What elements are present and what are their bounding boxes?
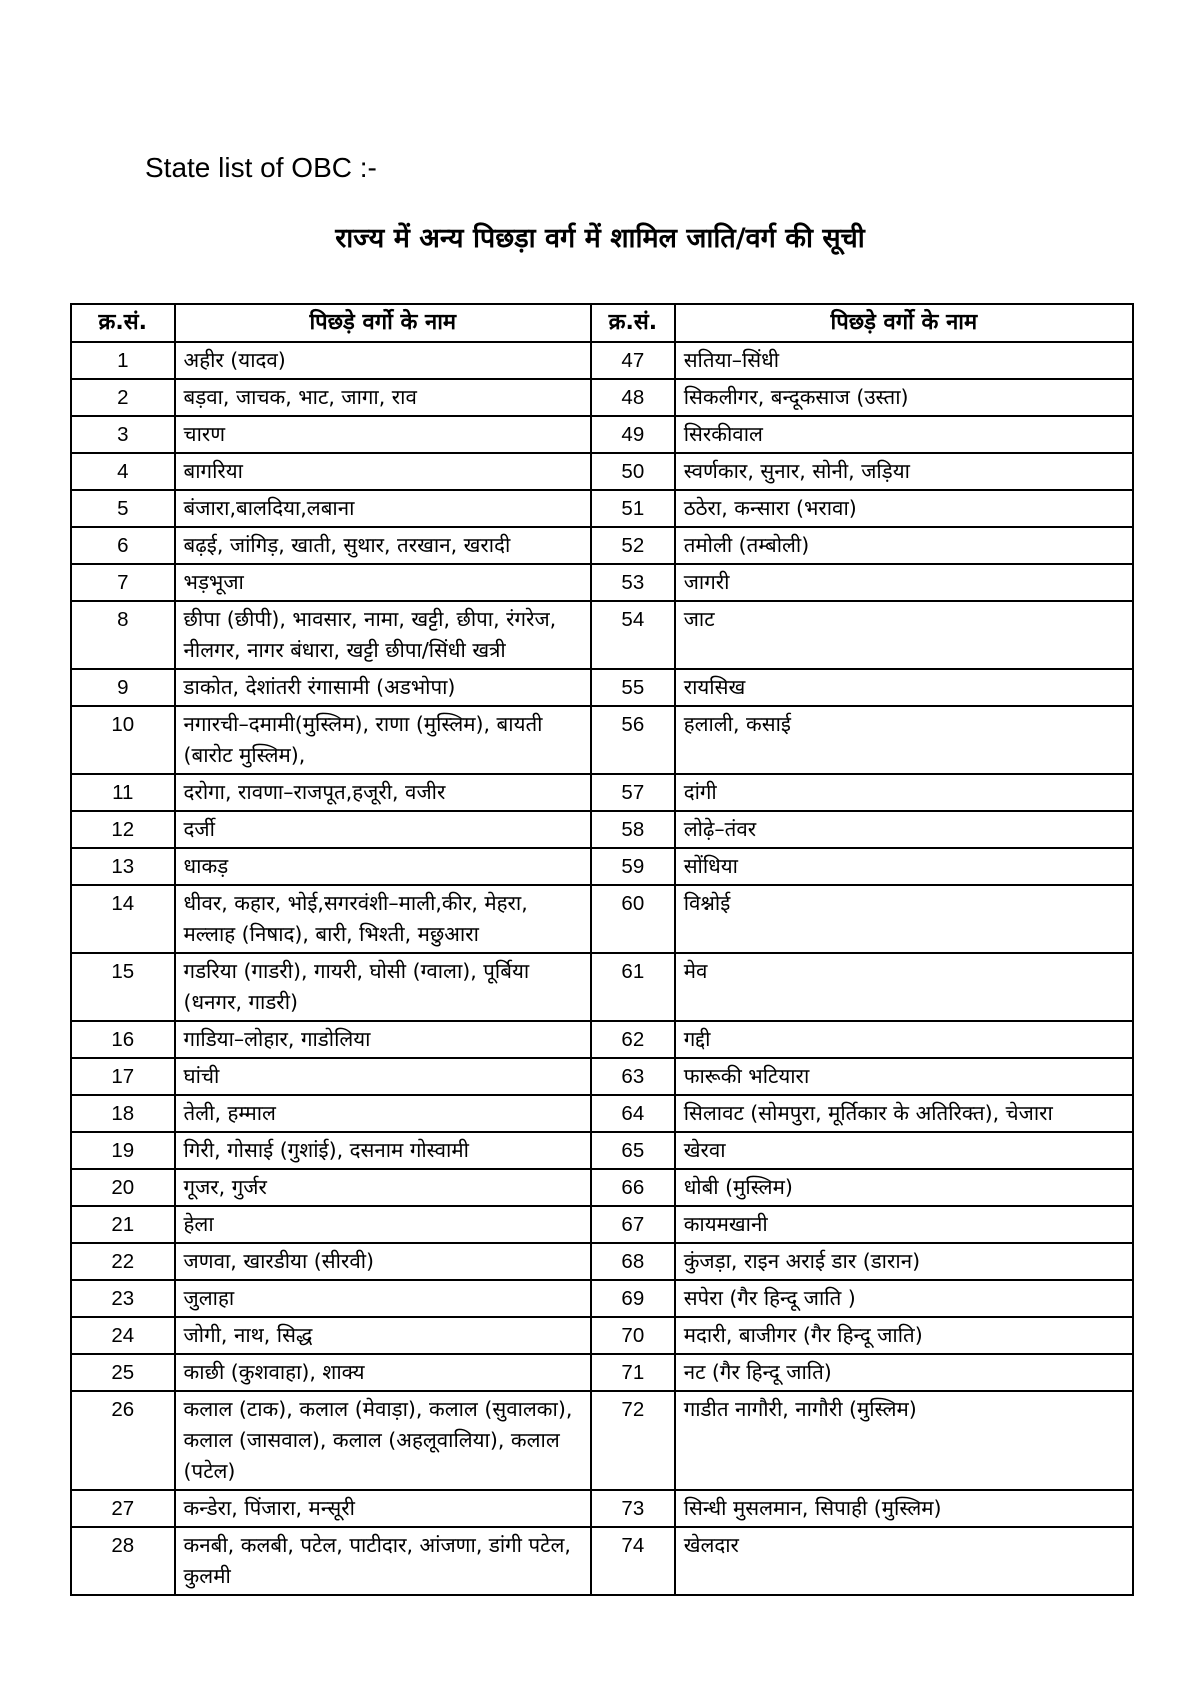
header-names-right: पिछड़े वर्गो के नाम xyxy=(675,304,1133,342)
caste-name-left: बंजारा,बालदिया,लबाना xyxy=(175,490,591,527)
table-row xyxy=(71,953,1133,1021)
table-row xyxy=(71,669,1133,706)
caste-name-right: रायसिख xyxy=(675,669,1133,706)
serial-left: 11 xyxy=(71,774,175,811)
caste-name-right: स्वर्णकार, सुनार, सोनी, जड़िया xyxy=(675,453,1133,490)
table-row xyxy=(71,1169,1133,1206)
serial-right: 66 xyxy=(591,1169,675,1206)
caste-name-left: दरोगा, रावणा–राजपूत,हजूरी, वजीर xyxy=(175,774,591,811)
page-subheading: राज्य में अन्य पिछड़ा वर्ग में शामिल जाति/वर्ग की सूची xyxy=(335,223,865,254)
caste-name-right: फारूकी भटियारा xyxy=(675,1058,1133,1095)
caste-name-right: सतिया–सिंधी xyxy=(675,342,1133,379)
serial-left: 7 xyxy=(71,564,175,601)
serial-right: 57 xyxy=(591,774,675,811)
serial-right: 73 xyxy=(591,1490,675,1527)
caste-name-right: जाट xyxy=(675,601,1133,669)
serial-right: 63 xyxy=(591,1058,675,1095)
serial-right: 54 xyxy=(591,601,675,669)
table-row xyxy=(71,1490,1133,1527)
serial-right: 62 xyxy=(591,1021,675,1058)
serial-right: 58 xyxy=(591,811,675,848)
serial-left: 14 xyxy=(71,885,175,953)
caste-name-right: विश्नोई xyxy=(675,885,1133,953)
caste-name-left: हेला xyxy=(175,1206,591,1243)
serial-right: 74 xyxy=(591,1527,675,1595)
caste-name-left: भड़भूजा xyxy=(175,564,591,601)
caste-name-right: ठठेरा, कन्सारा (भरावा) xyxy=(675,490,1133,527)
caste-name-left: तेली, हम्माल xyxy=(175,1095,591,1132)
table-row xyxy=(71,848,1133,885)
serial-right: 67 xyxy=(591,1206,675,1243)
table-row xyxy=(71,706,1133,774)
table-row xyxy=(71,1206,1133,1243)
serial-right: 52 xyxy=(591,527,675,564)
caste-name-right: गाडीत नागौरी, नागौरी (मुस्लिम) xyxy=(675,1391,1133,1490)
caste-name-right: कायमखानी xyxy=(675,1206,1133,1243)
caste-name-left: कलाल (टाक), कलाल (मेवाड़ा), कलाल (सुवालका), कलाल (जासवाल), कलाल (अहलूवालिया), कलाल (पटेल) xyxy=(175,1391,591,1490)
table-row xyxy=(71,1132,1133,1169)
serial-right: 68 xyxy=(591,1243,675,1280)
page-heading: State list of OBC :- xyxy=(145,152,377,183)
table-row xyxy=(71,1095,1133,1132)
caste-name-right: खेरवा xyxy=(675,1132,1133,1169)
table-row xyxy=(71,527,1133,564)
serial-left: 22 xyxy=(71,1243,175,1280)
serial-left: 28 xyxy=(71,1527,175,1595)
serial-left: 8 xyxy=(71,601,175,669)
caste-name-left: नगारची–दमामी(मुस्लिम), राणा (मुस्लिम), बायती (बारोट मुस्लिम), xyxy=(175,706,591,774)
serial-right: 47 xyxy=(591,342,675,379)
serial-left: 17 xyxy=(71,1058,175,1095)
table-row xyxy=(71,564,1133,601)
serial-left: 26 xyxy=(71,1391,175,1490)
header-serial-right: क्र.सं. xyxy=(591,304,675,342)
serial-left: 12 xyxy=(71,811,175,848)
caste-name-left: छीपा (छीपी), भावसार, नामा, खट्टी, छीपा, रंगरेज, नीलगर, नागर बंधारा, खट्टी छीपा/सिंधी खत्री xyxy=(175,601,591,669)
table-body xyxy=(71,342,1133,1595)
serial-left: 20 xyxy=(71,1169,175,1206)
table-row xyxy=(71,1243,1133,1280)
table-row xyxy=(71,453,1133,490)
table-row xyxy=(71,774,1133,811)
serial-right: 48 xyxy=(591,379,675,416)
caste-name-right: सिलावट (सोमपुरा, मूर्तिकार के अतिरिक्त), चेजारा xyxy=(675,1095,1133,1132)
serial-right: 50 xyxy=(591,453,675,490)
caste-name-right: मेव xyxy=(675,953,1133,1021)
caste-name-left: गाडिया–लोहार, गाडोलिया xyxy=(175,1021,591,1058)
caste-name-left: गडरिया (गाडरी), गायरी, घोसी (ग्वाला), पूर्बिया (धनगर, गाडरी) xyxy=(175,953,591,1021)
table-row xyxy=(71,1354,1133,1391)
caste-name-left: धाकड़ xyxy=(175,848,591,885)
caste-name-left: कनबी, कलबी, पटेल, पाटीदार, आंजणा, डांगी पटेल, कुलमी xyxy=(175,1527,591,1595)
serial-left: 24 xyxy=(71,1317,175,1354)
serial-left: 18 xyxy=(71,1095,175,1132)
serial-left: 2 xyxy=(71,379,175,416)
serial-left: 23 xyxy=(71,1280,175,1317)
serial-right: 69 xyxy=(591,1280,675,1317)
serial-left: 25 xyxy=(71,1354,175,1391)
serial-left: 15 xyxy=(71,953,175,1021)
caste-name-right: सिकलीगर, बन्दूकसाज (उस्ता) xyxy=(675,379,1133,416)
serial-right: 64 xyxy=(591,1095,675,1132)
caste-name-left: बड़वा, जाचक, भाट, जागा, राव xyxy=(175,379,591,416)
table-row xyxy=(71,811,1133,848)
serial-left: 1 xyxy=(71,342,175,379)
caste-name-left: कन्डेरा, पिंजारा, मन्सूरी xyxy=(175,1490,591,1527)
caste-name-left: घांची xyxy=(175,1058,591,1095)
caste-name-left: गिरी, गोसाई (गुशांई), दसनाम गोस्वामी xyxy=(175,1132,591,1169)
caste-name-left: चारण xyxy=(175,416,591,453)
caste-name-right: नट (गैर हिन्दू जाति) xyxy=(675,1354,1133,1391)
serial-right: 51 xyxy=(591,490,675,527)
caste-name-right: धोबी (मुस्लिम) xyxy=(675,1169,1133,1206)
caste-name-right: खेलदार xyxy=(675,1527,1133,1595)
serial-right: 55 xyxy=(591,669,675,706)
caste-name-right: तमोली (तम्बोली) xyxy=(675,527,1133,564)
serial-right: 70 xyxy=(591,1317,675,1354)
table-row xyxy=(71,1317,1133,1354)
caste-name-right: मदारी, बाजीगर (गैर हिन्दू जाति) xyxy=(675,1317,1133,1354)
serial-right: 49 xyxy=(591,416,675,453)
serial-left: 5 xyxy=(71,490,175,527)
serial-left: 9 xyxy=(71,669,175,706)
serial-left: 10 xyxy=(71,706,175,774)
serial-left: 6 xyxy=(71,527,175,564)
serial-right: 65 xyxy=(591,1132,675,1169)
table-row xyxy=(71,1280,1133,1317)
serial-left: 27 xyxy=(71,1490,175,1527)
caste-name-right: सिरकीवाल xyxy=(675,416,1133,453)
serial-right: 56 xyxy=(591,706,675,774)
serial-left: 16 xyxy=(71,1021,175,1058)
table-row xyxy=(71,379,1133,416)
table-row xyxy=(71,490,1133,527)
caste-name-right: सपेरा (गैर हिन्दू जाति ) xyxy=(675,1280,1133,1317)
obc-table xyxy=(70,303,1134,1596)
caste-name-left: धीवर, कहार, भोई,सगरवंशी–माली,कीर, मेहरा, मल्लाह (निषाद), बारी, भिश्ती, मछुआरा xyxy=(175,885,591,953)
caste-name-left: बागरिया xyxy=(175,453,591,490)
table-row xyxy=(71,1391,1133,1490)
caste-name-right: लोढ़े–तंवर xyxy=(675,811,1133,848)
table-row xyxy=(71,342,1133,379)
table-row xyxy=(71,1058,1133,1095)
table-row xyxy=(71,885,1133,953)
caste-name-left: गूजर, गुर्जर xyxy=(175,1169,591,1206)
serial-left: 4 xyxy=(71,453,175,490)
caste-name-left: जणवा, खारडीया (सीरवी) xyxy=(175,1243,591,1280)
caste-name-left: डाकोत, देशांतरी रंगासामी (अडभोपा) xyxy=(175,669,591,706)
table-row xyxy=(71,1021,1133,1058)
header-names-left: पिछड़े वर्गो के नाम xyxy=(175,304,591,342)
header-serial-left: क्र.सं. xyxy=(71,304,175,342)
serial-right: 72 xyxy=(591,1391,675,1490)
serial-right: 59 xyxy=(591,848,675,885)
table-row xyxy=(71,416,1133,453)
serial-left: 19 xyxy=(71,1132,175,1169)
caste-name-right: हलाली, कसाई xyxy=(675,706,1133,774)
caste-name-right: कुंजड़ा, राइन अराई डार (डारान) xyxy=(675,1243,1133,1280)
caste-name-right: जागरी xyxy=(675,564,1133,601)
caste-name-left: दर्जी xyxy=(175,811,591,848)
caste-name-left: जोगी, नाथ, सिद्ध xyxy=(175,1317,591,1354)
table-row xyxy=(71,1527,1133,1595)
caste-name-left: काछी (कुशवाहा), शाक्य xyxy=(175,1354,591,1391)
serial-left: 3 xyxy=(71,416,175,453)
caste-name-right: सोंधिया xyxy=(675,848,1133,885)
serial-right: 71 xyxy=(591,1354,675,1391)
serial-right: 53 xyxy=(591,564,675,601)
caste-name-left: बढ़ई, जांगिड़, खाती, सुथार, तरखान, खरादी xyxy=(175,527,591,564)
serial-right: 61 xyxy=(591,953,675,1021)
caste-name-right: गद्दी xyxy=(675,1021,1133,1058)
serial-left: 13 xyxy=(71,848,175,885)
table-row xyxy=(71,601,1133,669)
caste-name-left: अहीर (यादव) xyxy=(175,342,591,379)
caste-name-right: सिन्धी मुसलमान, सिपाही (मुस्लिम) xyxy=(675,1490,1133,1527)
table-header-row xyxy=(71,304,1133,342)
caste-name-left: जुलाहा xyxy=(175,1280,591,1317)
caste-name-right: दांगी xyxy=(675,774,1133,811)
serial-left: 21 xyxy=(71,1206,175,1243)
serial-right: 60 xyxy=(591,885,675,953)
